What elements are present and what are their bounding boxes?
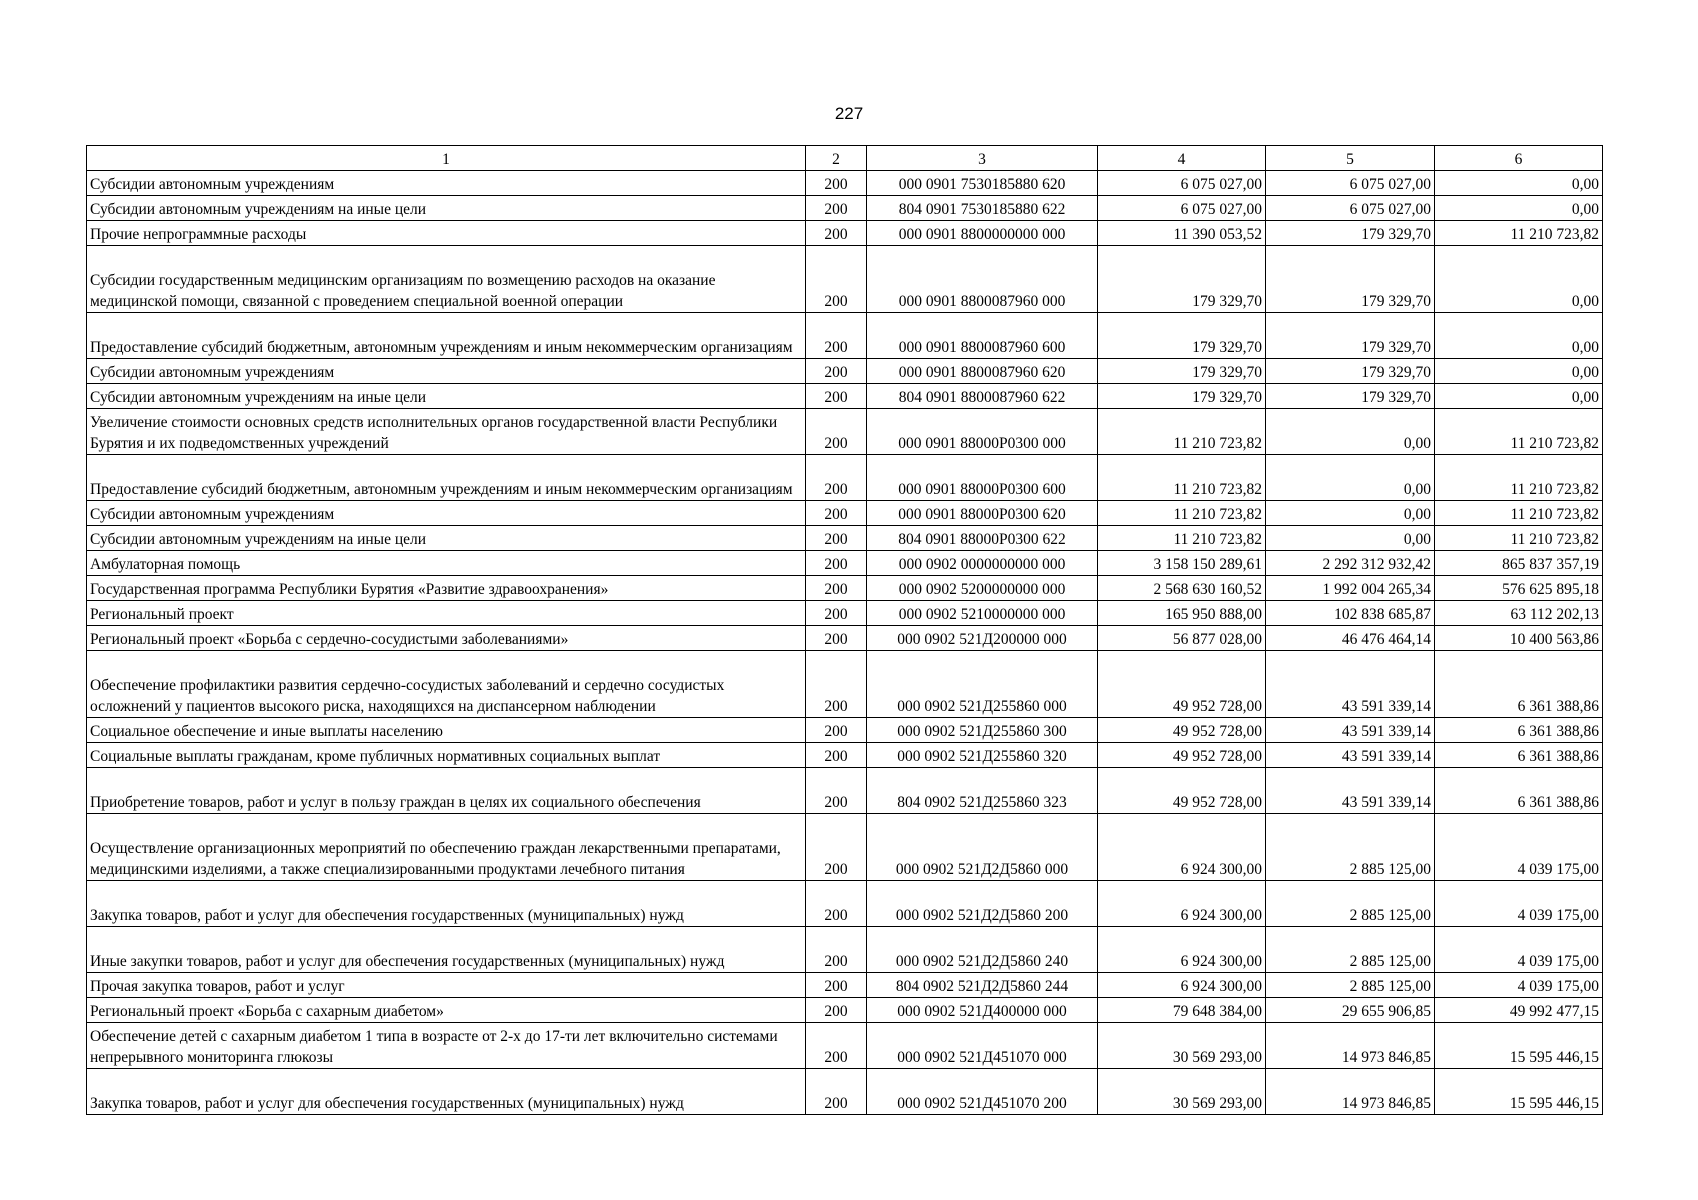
table-row — [87, 814, 1603, 881]
row-value-6-cell: 6 361 388,86 — [1435, 743, 1603, 768]
table-row — [87, 221, 1603, 246]
row-value-5-cell: 43 591 339,14 — [1266, 651, 1435, 718]
row-value-6-cell: 4 039 175,00 — [1435, 814, 1603, 881]
row-code-cell: 000 0902 521Д451070 000 — [867, 1023, 1098, 1069]
row-value-5-cell: 14 973 846,85 — [1266, 1069, 1435, 1115]
table-row — [87, 1069, 1603, 1115]
row-name-cell: Приобретение товаров, работ и услуг в пользу граждан в целях их социального обеспечения — [87, 768, 806, 814]
row-column-2-cell: 200 — [806, 1069, 867, 1115]
row-value-6-cell: 865 837 357,19 — [1435, 551, 1603, 576]
row-value-5-cell: 0,00 — [1266, 501, 1435, 526]
row-value-5-cell: 29 655 906,85 — [1266, 998, 1435, 1023]
row-value-4-cell: 56 877 028,00 — [1098, 626, 1266, 651]
row-name-cell: Прочие непрограммные расходы — [87, 221, 806, 246]
row-column-2-cell: 200 — [806, 768, 867, 814]
row-name-cell: Субсидии автономным учреждениям — [87, 171, 806, 196]
row-value-4-cell: 30 569 293,00 — [1098, 1069, 1266, 1115]
table-row — [87, 651, 1603, 718]
row-value-4-cell: 11 210 723,82 — [1098, 409, 1266, 455]
row-value-4-cell: 6 075 027,00 — [1098, 171, 1266, 196]
row-code-cell: 000 0902 0000000000 000 — [867, 551, 1098, 576]
table-row — [87, 526, 1603, 551]
row-value-6-cell: 0,00 — [1435, 359, 1603, 384]
row-value-6-cell: 15 595 446,15 — [1435, 1069, 1603, 1115]
table-row — [87, 384, 1603, 409]
row-value-5-cell: 43 591 339,14 — [1266, 768, 1435, 814]
table-row — [87, 576, 1603, 601]
row-name-cell: Социальное обеспечение и иные выплаты населению — [87, 718, 806, 743]
row-value-6-cell: 4 039 175,00 — [1435, 881, 1603, 927]
row-column-2-cell: 200 — [806, 196, 867, 221]
row-code-cell: 804 0902 521Д255860 323 — [867, 768, 1098, 814]
row-name-cell: Субсидии автономным учреждениям на иные цели — [87, 196, 806, 221]
column-header-1: 1 — [87, 146, 806, 171]
header-row — [87, 146, 1603, 171]
row-value-5-cell: 179 329,70 — [1266, 221, 1435, 246]
row-value-5-cell: 102 838 685,87 — [1266, 601, 1435, 626]
row-value-5-cell: 0,00 — [1266, 526, 1435, 551]
row-value-4-cell: 11 210 723,82 — [1098, 526, 1266, 551]
row-column-2-cell: 200 — [806, 718, 867, 743]
row-name-cell: Субсидии автономным учреждениям на иные цели — [87, 526, 806, 551]
row-name-cell: Осуществление организационных мероприятий по обеспечению граждан лекарственными препаратами, медицинскими изделиями, а также специализированными продуктами лечебного питания — [87, 814, 806, 881]
row-column-2-cell: 200 — [806, 973, 867, 998]
table-row — [87, 743, 1603, 768]
row-value-5-cell: 2 885 125,00 — [1266, 881, 1435, 927]
row-value-5-cell: 6 075 027,00 — [1266, 171, 1435, 196]
row-column-2-cell: 200 — [806, 814, 867, 881]
table-row — [87, 359, 1603, 384]
row-value-6-cell: 6 361 388,86 — [1435, 651, 1603, 718]
row-value-4-cell: 30 569 293,00 — [1098, 1023, 1266, 1069]
row-code-cell: 000 0902 5200000000 000 — [867, 576, 1098, 601]
row-name-cell: Закупка товаров, работ и услуг для обеспечения государственных (муниципальных) нужд — [87, 881, 806, 927]
row-value-4-cell: 11 210 723,82 — [1098, 455, 1266, 501]
row-code-cell: 000 0901 8800087960 000 — [867, 246, 1098, 313]
table-row — [87, 313, 1603, 359]
column-header-2: 2 — [806, 146, 867, 171]
row-value-4-cell: 179 329,70 — [1098, 359, 1266, 384]
table-row — [87, 551, 1603, 576]
row-column-2-cell: 200 — [806, 455, 867, 501]
row-name-cell: Закупка товаров, работ и услуг для обеспечения государственных (муниципальных) нужд — [87, 1069, 806, 1115]
row-code-cell: 000 0901 8800087960 620 — [867, 359, 1098, 384]
row-value-5-cell: 179 329,70 — [1266, 313, 1435, 359]
row-value-6-cell: 11 210 723,82 — [1435, 221, 1603, 246]
row-code-cell: 000 0901 88000P0300 620 — [867, 501, 1098, 526]
row-value-5-cell: 1 992 004 265,34 — [1266, 576, 1435, 601]
row-name-cell: Социальные выплаты гражданам, кроме публичных нормативных социальных выплат — [87, 743, 806, 768]
row-code-cell: 000 0902 5210000000 000 — [867, 601, 1098, 626]
row-value-5-cell: 179 329,70 — [1266, 246, 1435, 313]
row-column-2-cell: 200 — [806, 384, 867, 409]
row-column-2-cell: 200 — [806, 881, 867, 927]
column-header-4: 4 — [1098, 146, 1266, 171]
row-value-4-cell: 79 648 384,00 — [1098, 998, 1266, 1023]
row-name-cell: Увеличение стоимости основных средств исполнительных органов государственной власти Республики Бурятия и их подведомственных учреждений — [87, 409, 806, 455]
row-name-cell: Субсидии автономным учреждениям на иные цели — [87, 384, 806, 409]
row-column-2-cell: 200 — [806, 551, 867, 576]
row-value-6-cell: 576 625 895,18 — [1435, 576, 1603, 601]
row-value-6-cell: 0,00 — [1435, 171, 1603, 196]
row-value-6-cell: 4 039 175,00 — [1435, 927, 1603, 973]
row-code-cell: 804 0901 7530185880 622 — [867, 196, 1098, 221]
row-name-cell: Иные закупки товаров, работ и услуг для обеспечения государственных (муниципальных) нужд — [87, 927, 806, 973]
row-code-cell: 000 0902 521Д2Д5860 240 — [867, 927, 1098, 973]
row-code-cell: 000 0902 521Д451070 200 — [867, 1069, 1098, 1115]
row-column-2-cell: 200 — [806, 409, 867, 455]
row-value-5-cell: 0,00 — [1266, 409, 1435, 455]
table-row — [87, 246, 1603, 313]
row-value-4-cell: 11 390 053,52 — [1098, 221, 1266, 246]
row-column-2-cell: 200 — [806, 601, 867, 626]
row-name-cell: Субсидии автономным учреждениям — [87, 501, 806, 526]
row-value-4-cell: 179 329,70 — [1098, 384, 1266, 409]
row-code-cell: 000 0902 521Д2Д5860 200 — [867, 881, 1098, 927]
row-value-6-cell: 0,00 — [1435, 313, 1603, 359]
row-code-cell: 000 0901 8800087960 600 — [867, 313, 1098, 359]
row-column-2-cell: 200 — [806, 927, 867, 973]
row-value-4-cell: 49 952 728,00 — [1098, 768, 1266, 814]
table-row — [87, 768, 1603, 814]
row-value-6-cell: 6 361 388,86 — [1435, 718, 1603, 743]
row-value-6-cell: 11 210 723,82 — [1435, 526, 1603, 551]
row-code-cell: 804 0901 88000P0300 622 — [867, 526, 1098, 551]
row-value-4-cell: 49 952 728,00 — [1098, 651, 1266, 718]
row-column-2-cell: 200 — [806, 526, 867, 551]
row-value-4-cell: 49 952 728,00 — [1098, 743, 1266, 768]
row-value-4-cell: 165 950 888,00 — [1098, 601, 1266, 626]
row-code-cell: 000 0901 88000P0300 600 — [867, 455, 1098, 501]
row-column-2-cell: 200 — [806, 743, 867, 768]
column-header-5: 5 — [1266, 146, 1435, 171]
row-name-cell: Прочая закупка товаров, работ и услуг — [87, 973, 806, 998]
row-value-4-cell: 11 210 723,82 — [1098, 501, 1266, 526]
row-value-4-cell: 49 952 728,00 — [1098, 718, 1266, 743]
table-row — [87, 196, 1603, 221]
budget-table — [86, 145, 1603, 1115]
table-row — [87, 409, 1603, 455]
row-name-cell: Амбулаторная помощь — [87, 551, 806, 576]
row-code-cell: 804 0901 8800087960 622 — [867, 384, 1098, 409]
row-value-5-cell: 43 591 339,14 — [1266, 718, 1435, 743]
row-code-cell: 000 0901 7530185880 620 — [867, 171, 1098, 196]
table-row — [87, 455, 1603, 501]
row-column-2-cell: 200 — [806, 998, 867, 1023]
table-row — [87, 998, 1603, 1023]
row-value-6-cell: 11 210 723,82 — [1435, 409, 1603, 455]
row-column-2-cell: 200 — [806, 501, 867, 526]
row-value-4-cell: 6 924 300,00 — [1098, 881, 1266, 927]
row-value-5-cell: 2 292 312 932,42 — [1266, 551, 1435, 576]
table-row — [87, 601, 1603, 626]
row-name-cell: Субсидии автономным учреждениям — [87, 359, 806, 384]
row-name-cell: Региональный проект «Борьба с сердечно-сосудистыми заболеваниями» — [87, 626, 806, 651]
table-row — [87, 718, 1603, 743]
row-code-cell: 804 0902 521Д2Д5860 244 — [867, 973, 1098, 998]
row-column-2-cell: 200 — [806, 171, 867, 196]
row-value-6-cell: 11 210 723,82 — [1435, 455, 1603, 501]
row-code-cell: 000 0902 521Д255860 300 — [867, 718, 1098, 743]
row-name-cell: Субсидии государственным медицинским организациям по возмещению расходов на оказание медицинской помощи, связанной с проведением специальной военной операции — [87, 246, 806, 313]
row-column-2-cell: 200 — [806, 313, 867, 359]
row-value-5-cell: 46 476 464,14 — [1266, 626, 1435, 651]
row-value-4-cell: 2 568 630 160,52 — [1098, 576, 1266, 601]
row-name-cell: Обеспечение профилактики развития сердечно-сосудистых заболеваний и сердечно сосудистых осложнений у пациентов высокого риска, находящихся на диспансерном наблюдении — [87, 651, 806, 718]
row-value-4-cell: 6 924 300,00 — [1098, 973, 1266, 998]
column-header-3: 3 — [867, 146, 1098, 171]
row-name-cell: Региональный проект «Борьба с сахарным диабетом» — [87, 998, 806, 1023]
table-row — [87, 501, 1603, 526]
row-value-5-cell: 43 591 339,14 — [1266, 743, 1435, 768]
page-number: 227 — [834, 104, 864, 123]
row-value-6-cell: 0,00 — [1435, 196, 1603, 221]
row-code-cell: 000 0902 521Д255860 000 — [867, 651, 1098, 718]
row-value-6-cell: 11 210 723,82 — [1435, 501, 1603, 526]
row-value-6-cell: 0,00 — [1435, 384, 1603, 409]
row-code-cell: 000 0902 521Д400000 000 — [867, 998, 1098, 1023]
row-value-6-cell: 49 992 477,15 — [1435, 998, 1603, 1023]
row-value-5-cell: 14 973 846,85 — [1266, 1023, 1435, 1069]
row-column-2-cell: 200 — [806, 359, 867, 384]
row-column-2-cell: 200 — [806, 246, 867, 313]
table-row — [87, 171, 1603, 196]
row-name-cell: Региональный проект — [87, 601, 806, 626]
row-name-cell: Предоставление субсидий бюджетным, автономным учреждениям и иным некоммерческим организациям — [87, 455, 806, 501]
row-value-6-cell: 0,00 — [1435, 246, 1603, 313]
row-column-2-cell: 200 — [806, 221, 867, 246]
table-row — [87, 927, 1603, 973]
row-column-2-cell: 200 — [806, 626, 867, 651]
row-value-4-cell: 6 924 300,00 — [1098, 814, 1266, 881]
row-code-cell: 000 0902 521Д2Д5860 000 — [867, 814, 1098, 881]
row-code-cell: 000 0902 521Д255860 320 — [867, 743, 1098, 768]
table-row — [87, 973, 1603, 998]
row-value-4-cell: 179 329,70 — [1098, 246, 1266, 313]
table-body — [87, 171, 1603, 1115]
row-value-5-cell: 2 885 125,00 — [1266, 973, 1435, 998]
column-header-6: 6 — [1435, 146, 1603, 171]
table-row — [87, 881, 1603, 927]
row-code-cell: 000 0901 8800000000 000 — [867, 221, 1098, 246]
row-value-4-cell: 6 075 027,00 — [1098, 196, 1266, 221]
row-value-4-cell: 179 329,70 — [1098, 313, 1266, 359]
row-value-6-cell: 15 595 446,15 — [1435, 1023, 1603, 1069]
table-row — [87, 626, 1603, 651]
row-code-cell: 000 0902 521Д200000 000 — [867, 626, 1098, 651]
row-value-5-cell: 0,00 — [1266, 455, 1435, 501]
row-value-6-cell: 6 361 388,86 — [1435, 768, 1603, 814]
row-column-2-cell: 200 — [806, 576, 867, 601]
row-column-2-cell: 200 — [806, 651, 867, 718]
row-value-5-cell: 6 075 027,00 — [1266, 196, 1435, 221]
row-value-4-cell: 6 924 300,00 — [1098, 927, 1266, 973]
row-value-4-cell: 3 158 150 289,61 — [1098, 551, 1266, 576]
row-value-5-cell: 2 885 125,00 — [1266, 814, 1435, 881]
table-row — [87, 1023, 1603, 1069]
row-value-6-cell: 4 039 175,00 — [1435, 973, 1603, 998]
row-value-5-cell: 2 885 125,00 — [1266, 927, 1435, 973]
row-value-6-cell: 63 112 202,13 — [1435, 601, 1603, 626]
row-value-5-cell: 179 329,70 — [1266, 359, 1435, 384]
row-name-cell: Обеспечение детей с сахарным диабетом 1 типа в возрасте от 2-х до 17-ти лет включительно системами непрерывного мониторинга глюкозы — [87, 1023, 806, 1069]
row-column-2-cell: 200 — [806, 1023, 867, 1069]
row-code-cell: 000 0901 88000P0300 000 — [867, 409, 1098, 455]
row-name-cell: Государственная программа Республики Бурятия «Развитие здравоохранения» — [87, 576, 806, 601]
row-value-6-cell: 10 400 563,86 — [1435, 626, 1603, 651]
row-value-5-cell: 179 329,70 — [1266, 384, 1435, 409]
row-name-cell: Предоставление субсидий бюджетным, автономным учреждениям и иным некоммерческим организациям — [87, 313, 806, 359]
